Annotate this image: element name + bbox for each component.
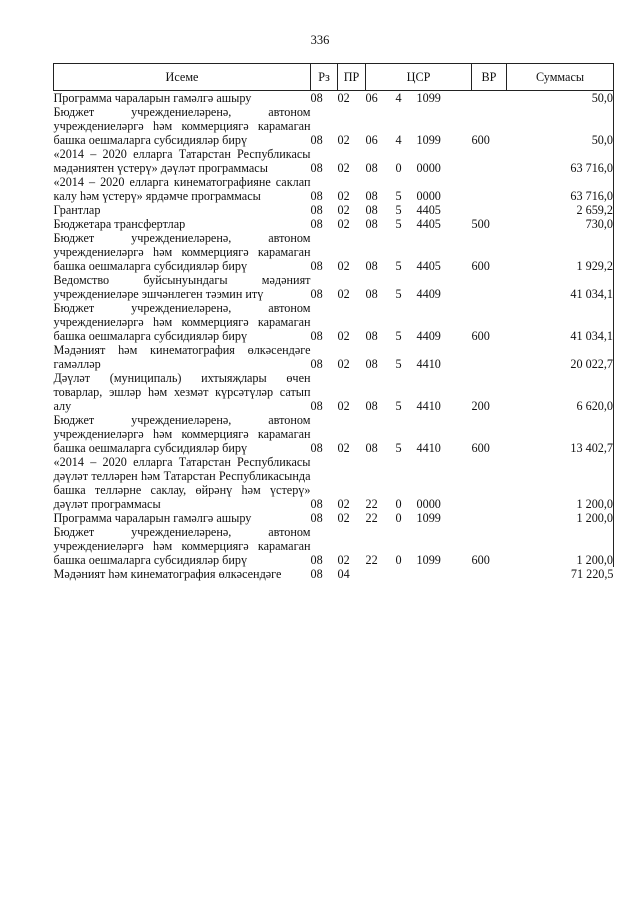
- row-pr: 02: [337, 217, 350, 231]
- row-pr: 02: [337, 203, 350, 217]
- row-name: Бюджетара трансфертлар: [53, 217, 186, 231]
- row-pr: 04: [337, 567, 350, 581]
- row-csr-part1: 22: [365, 497, 378, 511]
- row-rz: 08: [310, 441, 323, 455]
- row-name: Грантлар: [53, 203, 101, 217]
- row-csr-part2: 5: [395, 399, 402, 413]
- row-csr-part2: 5: [395, 217, 402, 231]
- header-sum: Суммасы: [507, 64, 614, 91]
- row-rz: 08: [310, 133, 323, 147]
- row-csr-part1: 08: [365, 189, 378, 203]
- row-pr: 02: [337, 161, 350, 175]
- row-pr: 02: [337, 511, 350, 525]
- row-rz: 08: [310, 567, 323, 581]
- row-sum: 71 220,5: [570, 567, 614, 581]
- row-csr-part3: 0000: [416, 161, 441, 175]
- row-vr: 600: [471, 441, 490, 455]
- row-name: Бюджет учреждениеләренә, автоном учреждениеләргә һәм коммерциягә карамаган башка оешмаларга субсидияләр бирү: [53, 525, 311, 567]
- row-csr-part1: 08: [365, 203, 378, 217]
- row-sum: 50,0: [507, 91, 614, 106]
- row-vr: [472, 175, 507, 203]
- row-csr-part1: 08: [365, 399, 378, 413]
- table-row: [54, 455, 614, 511]
- row-rz: 08: [310, 189, 323, 203]
- row-csr-part1: 08: [365, 287, 378, 301]
- row-csr-part1: 08: [365, 357, 378, 371]
- table-row: [54, 203, 614, 217]
- row-pr: 02: [337, 91, 350, 105]
- row-name: Бюджет учреждениеләренә, автоном учреждениеләргә һәм коммерциягә карамаган башка оешмаларга субсидияләр бирү: [53, 105, 311, 147]
- row-csr-part1: 08: [365, 259, 378, 273]
- row-csr-part2: 4: [395, 91, 402, 105]
- row-csr-part2: 5: [395, 203, 402, 217]
- row-vr: [472, 91, 507, 106]
- row-csr-part2: 5: [395, 287, 402, 301]
- row-vr: [472, 567, 507, 581]
- row-csr-part3: 0000: [416, 189, 441, 203]
- row-vr: [472, 343, 507, 371]
- row-rz: 08: [310, 497, 323, 511]
- row-csr-part3: 1099: [416, 133, 441, 147]
- row-rz: 08: [310, 91, 323, 105]
- row-csr-part3: 1099: [416, 511, 441, 525]
- row-sum: 6 620,0: [507, 371, 614, 413]
- row-vr: 600: [471, 329, 490, 343]
- header-vr: ВР: [472, 64, 507, 91]
- row-rz: 08: [310, 329, 323, 343]
- row-name: «2014 – 2020 елларга кинематографияне саклап калу һәм үстерү» ярдәмче программасы: [53, 175, 311, 203]
- row-rz: 08: [310, 553, 323, 567]
- table-row: [54, 105, 614, 147]
- table-row: [54, 273, 614, 301]
- row-name: Мәдәният һәм кинематография өлкәсендәге: [53, 567, 282, 581]
- table-row: [54, 413, 614, 455]
- table-row: [54, 301, 614, 343]
- row-sum: 730,0: [507, 217, 614, 231]
- row-csr-part1: 06: [365, 133, 378, 147]
- row-csr-part3: [417, 567, 472, 581]
- row-name: Мәдәният һәм кинематография өлкәсендәге гамәлләр: [53, 343, 311, 371]
- row-csr-part3: 4410: [416, 441, 441, 455]
- row-vr: 600: [471, 259, 490, 273]
- row-vr: [472, 203, 507, 217]
- row-sum: 63 716,0: [507, 175, 614, 203]
- row-name: Бюджет учреждениеләренә, автоном учреждениеләргә һәм коммерциягә карамаган башка оешмаларга субсидияләр бирү: [53, 301, 311, 343]
- row-sum: 41 034,1: [507, 301, 614, 343]
- row-vr: [472, 455, 507, 511]
- row-sum: 1 929,2: [507, 231, 614, 273]
- row-csr-part3: 4410: [416, 399, 441, 413]
- row-name: Программа чараларын гамәлгә ашыру: [53, 91, 252, 105]
- row-rz: 08: [310, 203, 323, 217]
- row-csr-part3: 4409: [416, 287, 441, 301]
- row-pr: 02: [337, 259, 350, 273]
- row-vr: 200: [471, 399, 490, 413]
- row-csr-part1: 08: [365, 441, 378, 455]
- row-vr: 600: [471, 553, 490, 567]
- row-name: Дәүләт (муниципаль) ихтыяҗлары өчен товарлар, эшләр һәм хезмәт күрсәтүләр сатып алу: [53, 371, 311, 413]
- table-row: [54, 217, 614, 231]
- table-row: [54, 231, 614, 273]
- header-rz: Рз: [311, 64, 338, 91]
- row-csr-part2: 5: [395, 357, 402, 371]
- row-vr: [472, 273, 507, 301]
- table-row: [54, 147, 614, 175]
- row-rz: 08: [310, 259, 323, 273]
- budget-table: [53, 63, 614, 581]
- row-pr: 02: [337, 553, 350, 567]
- page-number: 336: [310, 33, 330, 47]
- row-rz: 08: [310, 287, 323, 301]
- row-csr-part1: 22: [365, 553, 378, 567]
- table-body: [54, 91, 614, 582]
- row-csr-part3: 4405: [416, 217, 441, 231]
- row-vr: [472, 511, 507, 525]
- row-sum: 1 200,0: [507, 455, 614, 511]
- row-pr: 02: [337, 441, 350, 455]
- row-sum: 50,0: [507, 105, 614, 147]
- row-name: «2014 – 2020 елларга Татарстан Республикасы мәдәниятен үстерү» дәүләт программасы: [53, 147, 311, 175]
- row-csr-part1: 08: [365, 329, 378, 343]
- table-header: [54, 64, 614, 91]
- table-row: [54, 525, 614, 567]
- row-sum: 2 659,2: [507, 203, 614, 217]
- header-csr: ЦСР: [366, 64, 472, 91]
- row-csr-part2: 0: [395, 553, 402, 567]
- row-csr-part2: 5: [395, 329, 402, 343]
- table-row: [54, 91, 614, 106]
- row-name: Бюджет учреждениеләренә, автоном учреждениеләргә һәм коммерциягә карамаган башка оешмаларга субсидияләр бирү: [53, 413, 311, 455]
- row-csr-part2: 0: [395, 497, 402, 511]
- table-row: [54, 567, 614, 581]
- row-csr-part2: 5: [395, 441, 402, 455]
- row-pr: 02: [337, 399, 350, 413]
- row-csr-part2: 0: [395, 511, 402, 525]
- row-vr: 500: [471, 217, 490, 231]
- row-csr-part1: [366, 567, 396, 581]
- header-pr: ПР: [338, 64, 366, 91]
- table-row: [54, 371, 614, 413]
- row-pr: 02: [337, 497, 350, 511]
- row-pr: 02: [337, 329, 350, 343]
- row-csr-part2: 0: [395, 161, 402, 175]
- row-sum: 20 022,7: [507, 343, 614, 371]
- row-csr-part3: 1099: [416, 91, 441, 105]
- row-rz: 08: [310, 399, 323, 413]
- row-vr: [472, 147, 507, 175]
- row-sum: 1 200,0: [507, 511, 614, 525]
- row-csr-part2: [396, 567, 417, 581]
- row-csr-part2: 5: [395, 189, 402, 203]
- row-csr-part3: 0000: [416, 497, 441, 511]
- row-sum: 63 716,0: [507, 147, 614, 175]
- row-sum: 13 402,7: [507, 413, 614, 455]
- row-rz: 08: [310, 357, 323, 371]
- row-csr-part1: 22: [365, 511, 378, 525]
- row-pr: 02: [337, 287, 350, 301]
- table-row: [54, 343, 614, 371]
- row-name: Программа чараларын гамәлгә ашыру: [53, 511, 252, 525]
- row-csr-part2: 4: [395, 133, 402, 147]
- row-name: Ведомство буйсынуындагы мәдәният учреждениеләре эшчәнлеген тәэмин итү: [53, 273, 311, 301]
- row-csr-part2: 5: [395, 259, 402, 273]
- row-csr-part3: 4405: [416, 203, 441, 217]
- row-sum: 1 200,0: [507, 525, 614, 567]
- row-csr-part3: 4410: [416, 357, 441, 371]
- row-sum: 41 034,1: [507, 273, 614, 301]
- row-csr-part3: 4405: [416, 259, 441, 273]
- row-pr: 02: [337, 189, 350, 203]
- row-csr-part1: 08: [365, 161, 378, 175]
- row-csr-part1: 06: [365, 91, 378, 105]
- row-pr: 02: [337, 133, 350, 147]
- row-vr: 600: [471, 133, 490, 147]
- row-csr-part3: 1099: [416, 553, 441, 567]
- row-rz: 08: [310, 161, 323, 175]
- row-pr: 02: [337, 357, 350, 371]
- row-name: «2014 – 2020 елларга Татарстан Республикасы дәүләт телләрен һәм Татарстан Республикасында башка телләрне саклау, өйрәнү һәм үстерү» дәүләт программасы: [53, 455, 311, 511]
- table-row: [54, 511, 614, 525]
- row-csr-part3: 4409: [416, 329, 441, 343]
- row-csr-part1: 08: [365, 217, 378, 231]
- row-name: Бюджет учреждениеләренә, автоном учреждениеләргә һәм коммерциягә карамаган башка оешмаларга субсидияләр бирү: [53, 231, 311, 273]
- table-row: [54, 175, 614, 203]
- row-rz: 08: [310, 217, 323, 231]
- header-name: Исеме: [54, 64, 311, 91]
- row-rz: 08: [310, 511, 323, 525]
